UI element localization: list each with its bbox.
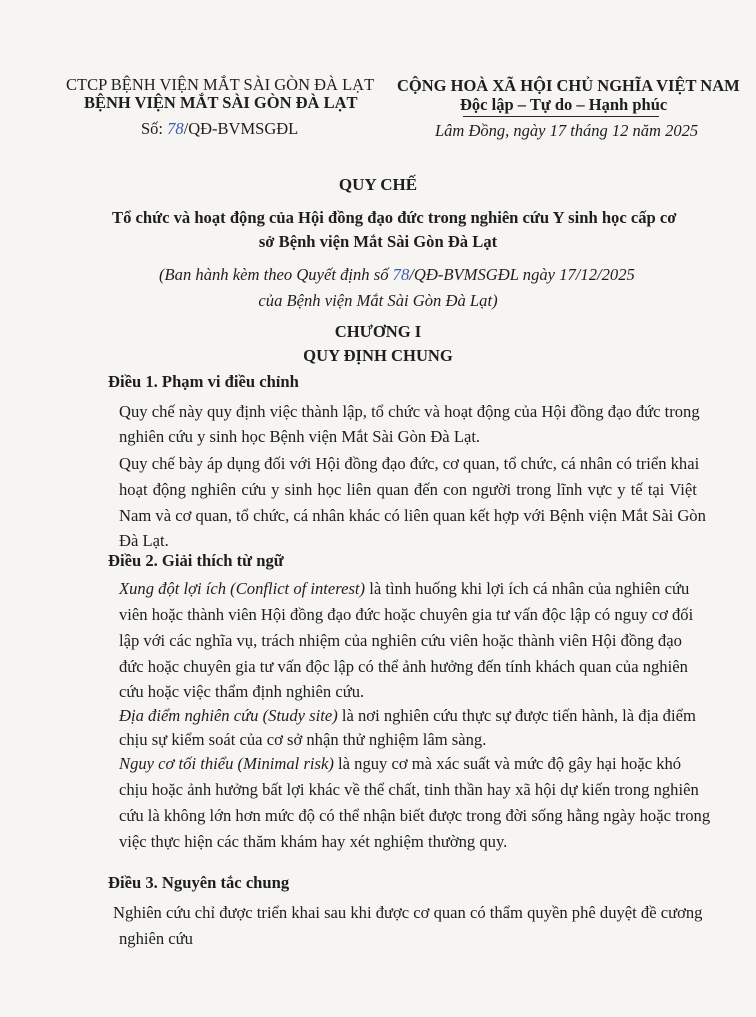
term-1-line1 [119,575,689,604]
chapter-number: CHƯƠNG I [334,322,422,341]
place-date: Lâm Đồng, ngày 17 tháng 12 năm 2025 [435,121,699,140]
handwritten-number: 78 [167,119,184,138]
doc-subtitle-line2: sở Bệnh viện Mắt Sài Gòn Đà Lạt [258,232,498,251]
term-study-site: Địa điểm nghiên cứu (Study site) [119,706,338,725]
term-3-line3: cứu là không lớn hơn mức độ có thể nhận biết được trong đời sống hằng ngày hoặc trong [119,806,711,825]
term-1-line3: lập với các nghĩa vụ, trách nhiệm của nghiên cứu viên hoặc thành viên Hội đồng đạo [119,631,682,650]
org-parent: CTCP BỆNH VIỆN MẮT SÀI GÒN ĐÀ LẠT [66,75,375,94]
term-3-line4: việc thực hiện các thăm khám hay xét nghiệm thường quy. [119,832,508,851]
term-3-definition-start: là nguy cơ mà xác suất và mức độ gây hại hoặc khó [333,754,682,773]
article-1-p2-line3: Nam và cơ quan, tổ chức, cá nhân khác có liên quan kết hợp với Bệnh viện Mắt Sài Gòn [119,506,706,525]
motto: Độc lập – Tự do – Hạnh phúc [460,95,668,114]
motto-underline [463,116,659,117]
doc-number-suffix: /QĐ-BVMSGĐL [183,119,299,138]
term-1-line4: đức hoặc chuyên gia tư vấn độc lập có thể ảnh hưởng đến tính khách quan của nghiên [119,657,688,676]
article-1-heading: Điều 1. Phạm vi điều chỉnh [108,372,299,391]
article-3-line1: Nghiên cứu chỉ được triển khai sau khi được cơ quan có thẩm quyền phê duyệt đề cương [113,903,703,922]
doc-number [141,119,298,139]
doc-subtitle-line1: Tổ chức và hoạt động của Hội đồng đạo đức trong nghiên cứu Y sinh học cấp cơ [112,208,677,227]
term-2-definition-start: là nơi nghiên cứu thực sự được tiến hành, là địa điểm [337,706,696,725]
issued-by-line1 [159,265,635,285]
article-3-line2: nghiên cứu [119,929,193,948]
issued-by-line2: của Bệnh viện Mắt Sài Gòn Đà Lạt) [258,291,498,310]
term-1-definition-start: là tình huống khi lợi ích cá nhân của nghiên cứu [365,579,690,598]
article-3-heading: Điều 3. Nguyên tắc chung [108,873,290,892]
handwritten-number: 78 [392,265,410,284]
issued-prefix: (Ban hành kèm theo Quyết định số [159,265,393,284]
term-3-line2: chịu hoặc ảnh hưởng bất lợi khác về thể chất, tinh thần hay xã hội dự kiến trong nghiên [119,780,699,799]
term-1-line2: viên hoặc thành viên Hội đồng đạo đức hoặc chuyên gia tư vấn độc lập có nguy cơ đối [119,605,694,624]
article-1-p2-line4: Đà Lạt. [119,531,169,550]
article-1-p1-line2: nghiên cứu y sinh học Bệnh viện Mắt Sài Gòn Đà Lạt. [119,427,481,446]
term-1-line5: cứu hoặc việc thẩm định nghiên cứu. [119,682,365,701]
chapter-name: QUY ĐỊNH CHUNG [303,346,453,365]
term-3-line1 [119,750,681,779]
nation-title: CỘNG HOÀ XÃ HỘI CHỦ NGHĨA VIỆT NAM [397,76,740,95]
article-1-p1-line1: Quy chế này quy định việc thành lập, tổ chức và hoạt động của Hội đồng đạo đức trong [119,402,700,421]
article-1-p2-line1: Quy chế bày áp dụng đối với Hội đồng đạo đức, cơ quan, tổ chức, cá nhân có triển khai [119,454,700,473]
term-conflict-of-interest: Xung đột lợi ích (Conflict of interest) [119,579,366,598]
term-minimal-risk: Nguy cơ tối thiểu (Minimal risk) [119,754,334,773]
article-2-heading: Điều 2. Giải thích từ ngữ [108,551,284,570]
doc-title: QUY CHẾ [338,175,418,194]
org-name: BỆNH VIỆN MẮT SÀI GÒN ĐÀ LẠT [84,93,358,112]
term-2-line2: chịu sự kiểm soát của cơ sở nhận thử nghiệm lâm sàng. [119,730,487,749]
issued-suffix: /QĐ-BVMSGĐL ngày 17/12/2025 [409,265,635,284]
article-1-p2-line2: hoạt động nghiên cứu y sinh học liên quan đến con người trong lĩnh vực y tế tại Việt [119,480,697,499]
doc-number-prefix: Số: [141,119,168,138]
